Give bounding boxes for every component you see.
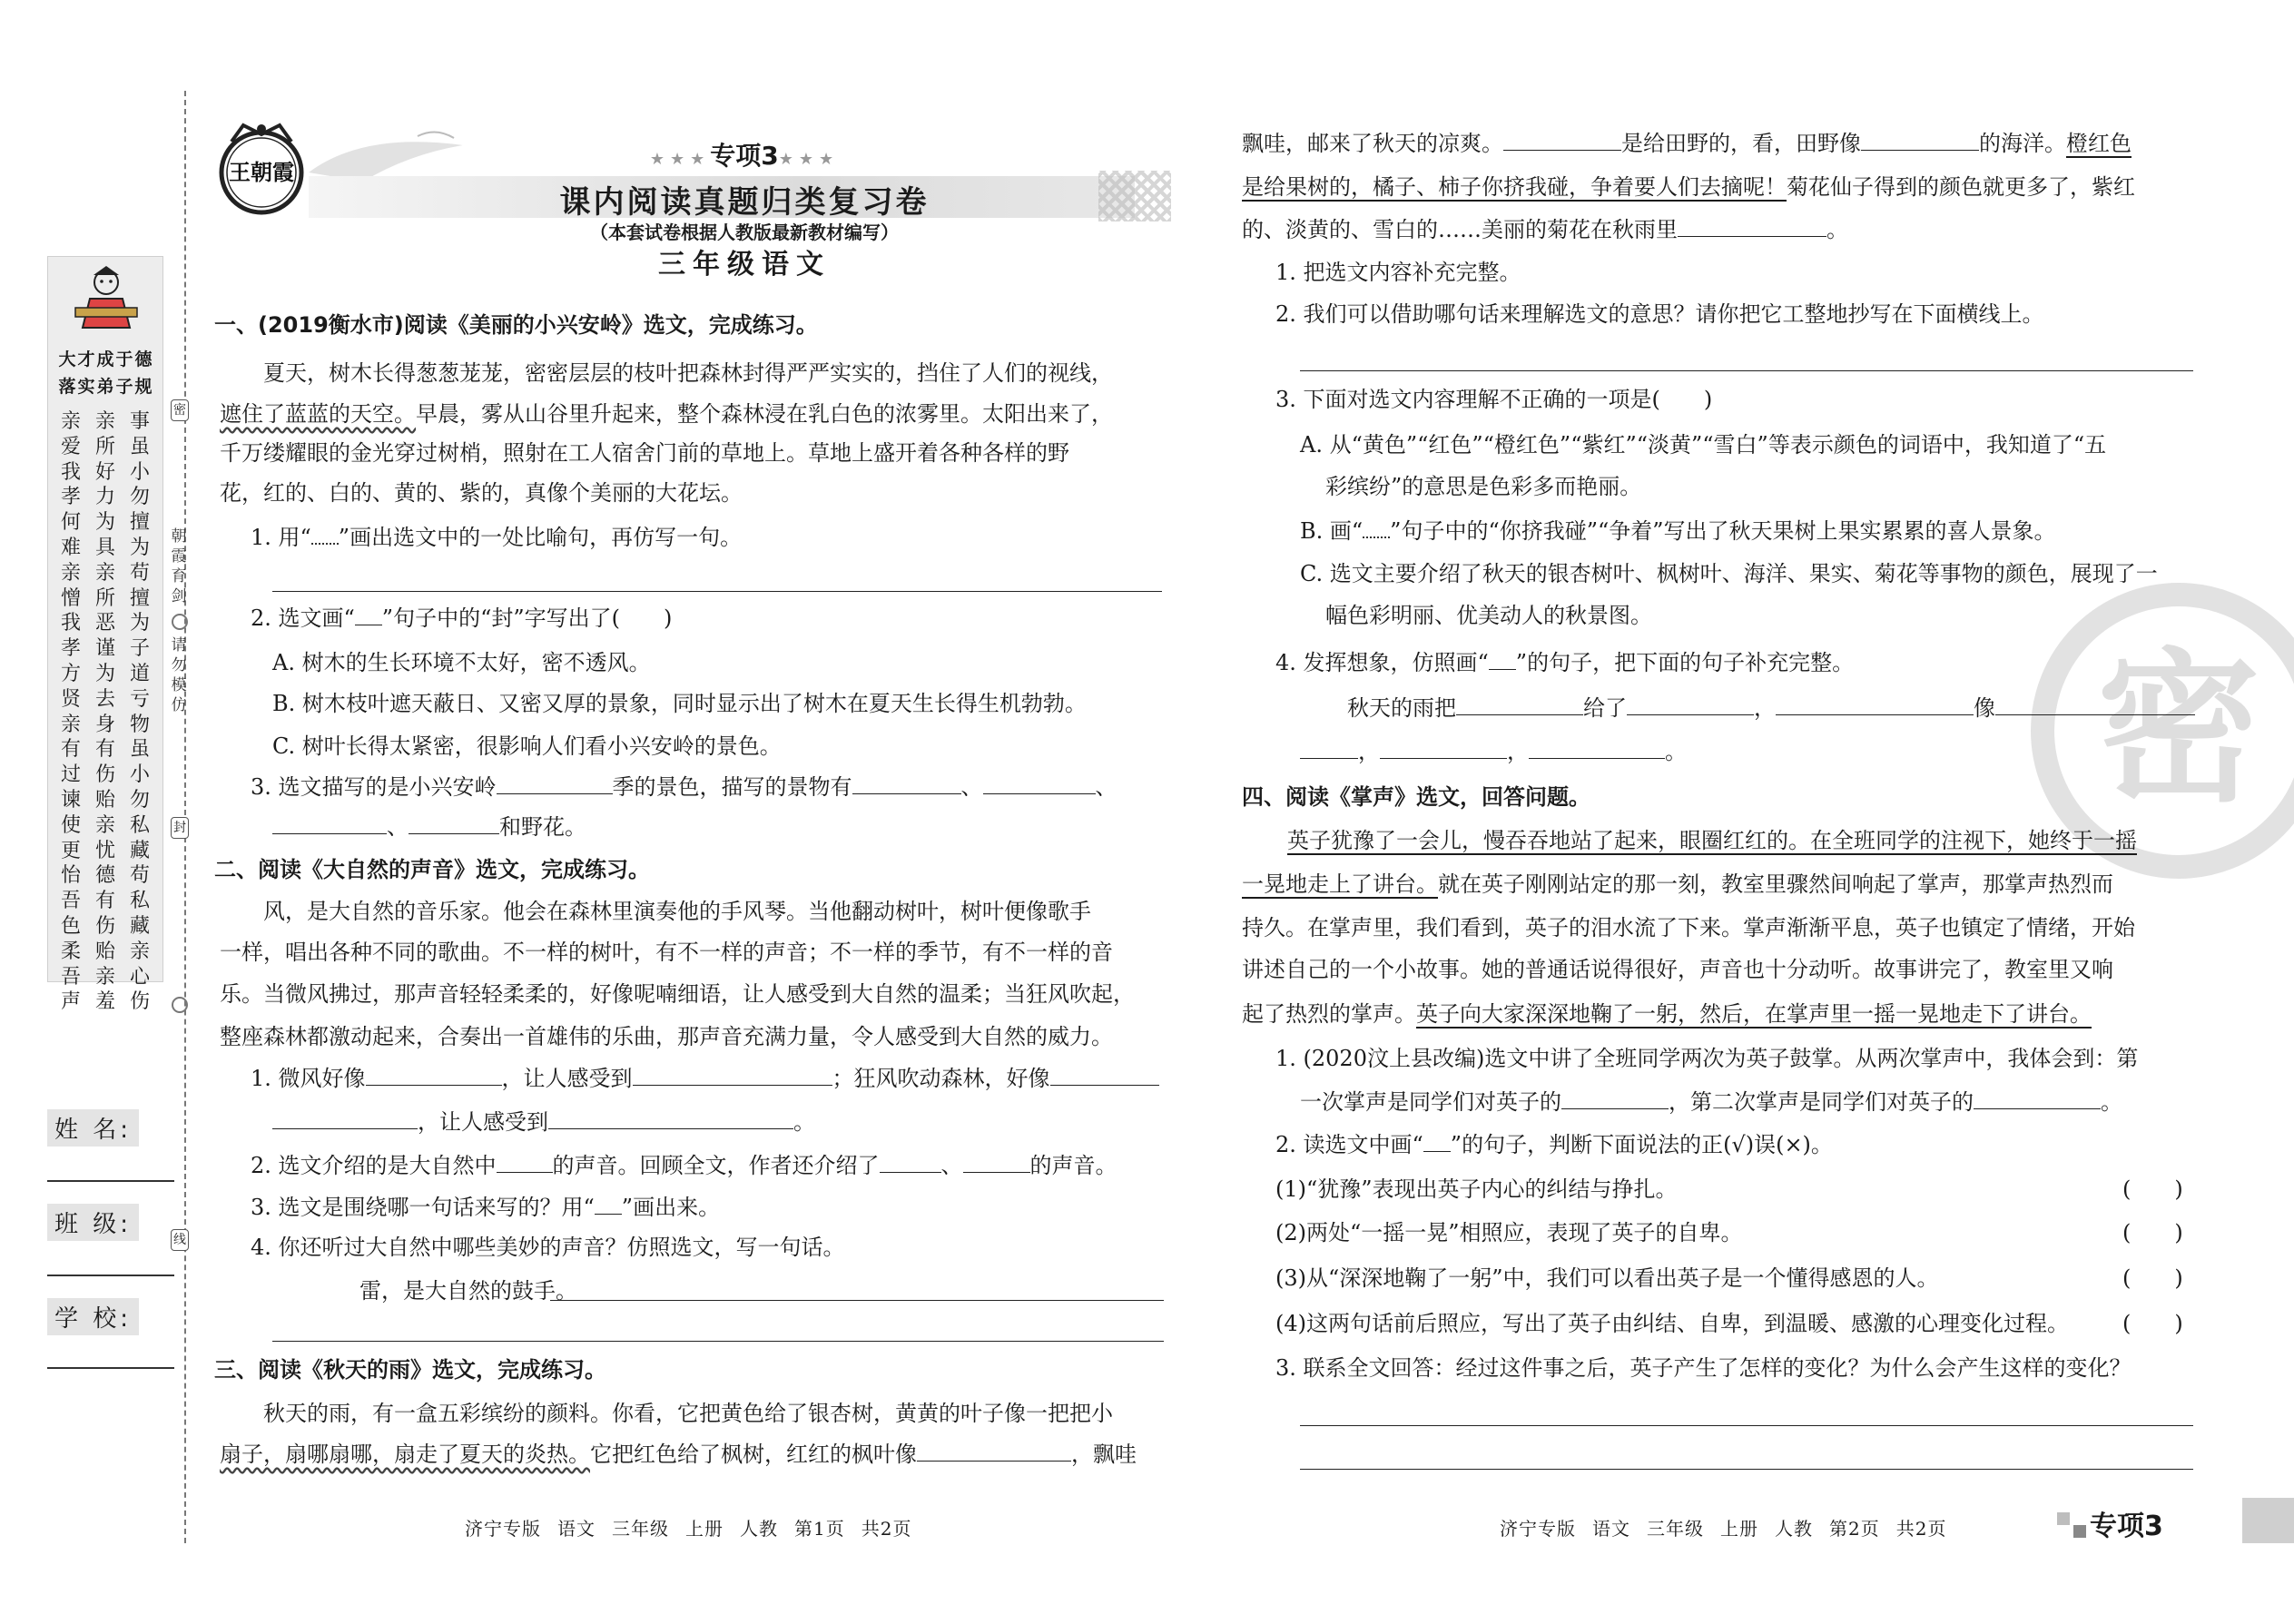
brand-logo bbox=[212, 118, 311, 218]
poem-char: 擅 bbox=[129, 511, 150, 535]
poem-char: 力 bbox=[94, 486, 115, 509]
poem-char: 所 bbox=[94, 435, 115, 458]
answer-line[interactable] bbox=[272, 591, 1162, 592]
side-text-a bbox=[167, 527, 191, 606]
section-3-heading: 三、阅读《秋天的雨》选文，完成练习。 bbox=[214, 1357, 606, 1383]
poem-char: 所 bbox=[94, 586, 115, 610]
question-4-1: 1. (2020汶上县改编)选文中讲了全班同学两次为英子鼓掌。从两次掌声中，我体会到：第 bbox=[1275, 1046, 2139, 1071]
question-1-2: 2. 选文画“ ”句子中的“封”字写出了( ) bbox=[251, 605, 673, 631]
poem-char: 贻 bbox=[94, 788, 115, 812]
poem-char: 忧 bbox=[94, 839, 115, 862]
name-label: 姓 名: bbox=[47, 1109, 139, 1147]
poem-char: 好 bbox=[94, 460, 115, 484]
footer-right: 济宁专版 语文 三年级 上册 人教 第2页 共2页 bbox=[1500, 1518, 1947, 1540]
passage-2-line: 一样，唱出各种不同的歌曲。不一样的树叶，有不一样的声音；不一样的季节，有不一样的音 bbox=[220, 940, 1113, 965]
passage-3-line: 的、淡黄的、雪白的……美丽的菊花在秋雨里 。 bbox=[1242, 217, 1848, 242]
side-text-b bbox=[167, 635, 191, 715]
option-a[interactable]: A. 从“黄色”“红色”“橙红色”“紫红”“淡黄”“雪白”等表示颜色的词语中，我知道了“五 bbox=[1300, 432, 2107, 458]
corner-band bbox=[2242, 1498, 2294, 1543]
poem-char: 苟 bbox=[129, 864, 150, 888]
judgement-2-answer[interactable]: ( ) bbox=[2122, 1220, 2183, 1245]
poem-char: 谨 bbox=[94, 637, 115, 661]
section-1-heading: 一、(2019衡水市)阅读《美丽的小兴安岭》选文，完成练习。 bbox=[214, 312, 818, 338]
binding-ring bbox=[172, 997, 188, 1013]
passage-1-line: 夏天，树木长得葱葱茏茏，密密层层的枝叶把森林封得严严实实的，挡住了人们的视线， bbox=[263, 360, 1113, 386]
poem-char: 物 bbox=[129, 713, 150, 736]
poem-char: 羞 bbox=[94, 990, 115, 1014]
poem-char: 我 bbox=[60, 460, 81, 484]
side-char: 请 bbox=[171, 636, 187, 655]
poem-char: 亲 bbox=[94, 410, 115, 433]
poem-char: 苟 bbox=[129, 561, 150, 585]
poem-char: 为 bbox=[94, 511, 115, 535]
binding-ring bbox=[172, 614, 188, 630]
judgement-4: (4)这两句话前后照应，写出了英子由纠结、自卑，到温暖、感激的心理变化过程。 bbox=[1275, 1311, 2069, 1336]
poem-char: 伤 bbox=[129, 990, 150, 1014]
question-1-3-cont: 、 和野花。 bbox=[272, 811, 586, 843]
poem-char: 恶 bbox=[94, 612, 115, 635]
question-4-3: 3. 联系全文回答：经过这件事之后，英子产生了怎样的变化？为什么会产生这样的变化？ bbox=[1275, 1355, 2132, 1381]
side-char: 朝 bbox=[171, 527, 187, 546]
poem-char: 声 bbox=[60, 990, 81, 1014]
poem-char: 更 bbox=[60, 839, 81, 862]
option-c-cont: 幅色彩明丽、优美动人的秋景图。 bbox=[1325, 603, 1652, 628]
option-c[interactable]: C. 树叶长得太紧密，很影响人们看小兴安岭的景色。 bbox=[272, 733, 782, 759]
passage-4-line: 起了热烈的掌声。英子向大家深深地鞠了一躬，然后，在掌声里一摇一晃地走下了讲台。 bbox=[1242, 1001, 2092, 1027]
poem-char: 虽 bbox=[129, 435, 150, 458]
poem-char: 谏 bbox=[60, 788, 81, 812]
passage-2-line: 风，是大自然的音乐家。他会在森林里演奏他的手风琴。当他翻动树叶，树叶便像歌手 bbox=[263, 899, 1091, 924]
seal-mark-mi: 密 bbox=[171, 399, 189, 421]
poem-char: 私 bbox=[129, 813, 150, 837]
side-char: 勿 bbox=[171, 656, 187, 674]
motto-heading: 大才成于德 落实弟子规 bbox=[58, 349, 154, 397]
poem-char: 孝 bbox=[60, 486, 81, 509]
question-3-3: 3. 下面对选文内容理解不正确的一项是( ) bbox=[1275, 387, 1713, 412]
name-field[interactable] bbox=[47, 1109, 174, 1147]
poem-char: 贻 bbox=[94, 940, 115, 963]
motto-panel bbox=[47, 256, 163, 1014]
seal-mark-xian: 线 bbox=[171, 1229, 189, 1251]
judgement-4-answer[interactable]: ( ) bbox=[2122, 1311, 2183, 1336]
school-line[interactable] bbox=[47, 1367, 174, 1369]
svg-text:王朝霞: 王朝霞 bbox=[229, 160, 294, 185]
class-field[interactable] bbox=[47, 1204, 174, 1241]
school-field[interactable] bbox=[47, 1298, 174, 1335]
poem-column-2 bbox=[90, 409, 121, 1015]
poem-char: 心 bbox=[129, 965, 150, 989]
question-4-1-cont: 一次掌声是同学们对英子的 ，第二次掌声是同学们对英子的 。 bbox=[1300, 1089, 2122, 1115]
poem-char: 孝 bbox=[60, 637, 81, 661]
option-c[interactable]: C. 选文主要介绍了秋天的银杏树叶、枫树叶、海洋、果实、菊花等事物的颜色，展现了一 bbox=[1300, 561, 2158, 586]
question-2-2: 2. 选文介绍的是大自然中 的声音。回顾全文，作者还介绍了 、 的声音。 bbox=[251, 1153, 1117, 1178]
option-b[interactable]: B. 树木枝叶遮天蔽日、又密又厚的景象，同时显示出了树木在夏天生长得生机勃勃。 bbox=[272, 691, 1087, 716]
poem-char: 亲 bbox=[129, 940, 150, 963]
poem-column-3 bbox=[55, 409, 86, 1015]
poem-char: 亲 bbox=[60, 410, 81, 433]
poem-char: 勿 bbox=[129, 788, 150, 812]
scholar-figure-icon bbox=[66, 262, 146, 330]
ribbon-pattern bbox=[1098, 171, 1171, 221]
corner-square bbox=[2073, 1525, 2086, 1538]
passage-1-line: 遮住了蓝蓝的天空。早晨，雾从山谷里升起来，整个森林浸在乳白色的浓雾里。太阳出来了， bbox=[220, 401, 1113, 427]
judgement-1: (1)“犹豫”表现出英子内心的纠结与挣扎。 bbox=[1275, 1176, 1678, 1202]
side-char: 剑 bbox=[171, 587, 187, 605]
passage-4-line: 持久。在掌声里，我们看到，英子的泪水流了下来。掌声渐渐平息，英子也镇定了情绪，开始 bbox=[1242, 915, 2135, 940]
poem-char: 为 bbox=[129, 536, 150, 559]
judgement-2: (2)两处“一摇一晃”相照应，表现了英子的自卑。 bbox=[1275, 1220, 1743, 1245]
passage-3-line: 秋天的雨，有一盒五彩缤纷的颜料。你看，它把黄色给了银杏树，黄黄的叶子像一把把小 bbox=[263, 1401, 1113, 1426]
poem-char: 有 bbox=[94, 890, 115, 913]
series-label: ★★★专项3★★★ bbox=[649, 141, 840, 171]
motto-poem bbox=[55, 409, 157, 1014]
poem-char: 亏 bbox=[129, 687, 150, 711]
poem-char: 亲 bbox=[60, 713, 81, 736]
answer-line[interactable] bbox=[550, 1300, 1164, 1301]
answer-line[interactable] bbox=[1300, 1469, 2193, 1470]
poem-char: 使 bbox=[60, 813, 81, 837]
poem-char: 我 bbox=[60, 612, 81, 635]
poem-char: 亲 bbox=[94, 813, 115, 837]
passage-1-line: 花，红的、白的、黄的、紫的，真像个美丽的大花坛。 bbox=[220, 480, 743, 506]
paper-title: 课内阅读真题归类复习卷 bbox=[559, 184, 930, 221]
answer-line[interactable] bbox=[1300, 370, 2193, 371]
question-3-4-fill: ， ， 。 bbox=[1300, 735, 1687, 768]
svg-text:密: 密 bbox=[2096, 635, 2261, 824]
poem-char: 小 bbox=[129, 763, 150, 787]
name-line[interactable] bbox=[47, 1180, 174, 1182]
class-label: 班 级: bbox=[47, 1204, 139, 1241]
poem-char: 吾 bbox=[60, 965, 81, 989]
side-char: 模 bbox=[171, 676, 187, 694]
poem-char: 过 bbox=[60, 763, 81, 787]
poem-char: 虽 bbox=[129, 738, 150, 762]
poem-char: 为 bbox=[94, 662, 115, 685]
question-3-4-fill: 秋天的雨把 给了 ， 像 bbox=[1347, 692, 2195, 724]
question-3-4: 4. 发挥想象，仿照画“ ”的句子，把下面的句子补充完整。 bbox=[1275, 650, 1855, 675]
poem-char: 怡 bbox=[60, 864, 81, 888]
poem-char: 贤 bbox=[60, 687, 81, 711]
question-2-1-cont: ，让人感受到 。 bbox=[272, 1106, 815, 1138]
poem-char: 柔 bbox=[60, 940, 81, 963]
poem-char: 子 bbox=[129, 637, 150, 661]
poem-char: 爱 bbox=[60, 435, 81, 458]
judgement-1-answer[interactable]: ( ) bbox=[2122, 1176, 2183, 1202]
poem-char: 擅 bbox=[129, 586, 150, 610]
corner-series-tab: 专项3 bbox=[2090, 1511, 2163, 1542]
section-2-heading: 二、阅读《大自然的声音》选文，完成练习。 bbox=[214, 857, 650, 882]
poem-char: 德 bbox=[94, 864, 115, 888]
passage-3-line: 飘哇，邮来了秋天的凉爽。 是给田野的，看，田野像 的海洋。橙红色 bbox=[1242, 131, 2132, 156]
poem-char: 何 bbox=[60, 511, 81, 535]
corner-square bbox=[2057, 1512, 2070, 1525]
question-2-3: 3. 选文是围绕哪一句话来写的？用“ ”画出来。 bbox=[251, 1195, 721, 1220]
class-line[interactable] bbox=[47, 1275, 174, 1276]
option-a-cont: 彩缤纷”的意思是色彩多而艳丽。 bbox=[1325, 474, 1642, 499]
passage-4-line: 讲述自己的一个小故事。她的普通话说得很好，声音也十分动听。故事讲完了，教室里又响 bbox=[1242, 957, 2113, 982]
passage-2-line: 乐。当微风拂过，那声音轻轻柔柔的，好像呢喃细语，让人感受到大自然的温柔；当狂风吹起， bbox=[220, 981, 1135, 1007]
poem-char: 具 bbox=[94, 536, 115, 559]
side-char: 霞 bbox=[171, 547, 187, 566]
poem-char: 憎 bbox=[60, 586, 81, 610]
question-4-2: 2. 读选文中画“ ”的句子，判断下面说法的正(√)误(×)。 bbox=[1275, 1132, 1833, 1157]
judgement-3: (3)从“深深地鞠了一躬”中，我们可以看出英子是一个懂得感恩的人。 bbox=[1275, 1265, 1939, 1291]
question-1-3: 3. 选文描写的是小兴安岭 季的景色，描写的景物有 、 、 bbox=[251, 774, 1117, 800]
seal-mark-feng: 封 bbox=[171, 817, 189, 839]
poem-char: 小 bbox=[129, 460, 150, 484]
poem-char: 亲 bbox=[94, 965, 115, 989]
question-1-1: 1. 用“ ”画出选文中的一处比喻句，再仿写一句。 bbox=[251, 525, 743, 550]
poem-char: 为 bbox=[129, 612, 150, 635]
poem-char: 藏 bbox=[129, 914, 150, 938]
poem-char: 吾 bbox=[60, 890, 81, 913]
judgement-3-answer[interactable]: ( ) bbox=[2122, 1265, 2183, 1291]
poem-char: 身 bbox=[94, 713, 115, 736]
poem-char: 伤 bbox=[94, 914, 115, 938]
option-a[interactable]: A. 树木的生长环境不太好，密不透风。 bbox=[272, 650, 651, 675]
question-3-2: 2. 我们可以借助哪句话来理解选文的意思？请你把它工整地抄写在下面横线上。 bbox=[1275, 301, 2044, 327]
option-b[interactable]: B. 画“ ”句子中的“你挤我碰”“争着”写出了秋天果树上果实累累的喜人景象。 bbox=[1300, 518, 2056, 544]
sample-sentence: 雷，是大自然的鼓手。 bbox=[359, 1278, 577, 1304]
ribbon-wing-icon bbox=[309, 127, 463, 182]
passage-1-line: 千万缕耀眼的金光穿过树梢，照射在工人宿舍门前的草地上。草地上盛开着各种各样的野 bbox=[220, 440, 1069, 466]
poem-char: 难 bbox=[60, 536, 81, 559]
poem-char: 藏 bbox=[129, 839, 150, 862]
section-4-heading: 四、阅读《掌声》选文，回答问题。 bbox=[1242, 784, 1590, 810]
school-label: 学 校: bbox=[47, 1298, 139, 1335]
question-2-1: 1. 微风好像 ，让人感受到 ；狂风吹动森林，好像 bbox=[251, 1062, 1159, 1095]
passage-4-line: 一晃地走上了讲台。就在英子刚刚站定的那一刻，教室里骤然间响起了掌声，那掌声热烈而 bbox=[1242, 871, 2113, 897]
passage-2-line: 整座森林都激动起来，合奏出一首雄伟的乐曲，那声音充满力量，令人感受到大自然的威力。 bbox=[220, 1024, 1113, 1049]
poem-char: 亲 bbox=[60, 561, 81, 585]
passage-3-line: 扇子，扇哪扇哪，扇走了夏天的炎热。它把红色给了枫树，红红的枫叶像 ，飘哇 bbox=[220, 1442, 1137, 1467]
poem-char: 私 bbox=[129, 890, 150, 913]
paper-grade: 三年级语文 bbox=[658, 249, 831, 281]
poem-char: 方 bbox=[60, 662, 81, 685]
poem-char: 去 bbox=[94, 687, 115, 711]
poem-char: 道 bbox=[129, 662, 150, 685]
poem-char: 有 bbox=[60, 738, 81, 762]
poem-char: 色 bbox=[60, 914, 81, 938]
poem-char: 有 bbox=[94, 738, 115, 762]
footer-left: 济宁专版 语文 三年级 上册 人教 第1页 共2页 bbox=[465, 1518, 912, 1540]
question-2-4: 4. 你还听过大自然中哪些美妙的声音？仿照选文，写一句话。 bbox=[251, 1235, 845, 1260]
answer-line[interactable] bbox=[1300, 1425, 2193, 1426]
passage-4-line: 英子犹豫了一会儿，慢吞吞地站了起来，眼圈红红的。在全班同学的注视下，她终于一摇 bbox=[1287, 828, 2137, 853]
poem-char: 勿 bbox=[129, 486, 150, 509]
question-3-1: 1. 把选文内容补充完整。 bbox=[1275, 260, 1521, 285]
poem-char: 伤 bbox=[94, 763, 115, 787]
side-char: 育 bbox=[171, 567, 187, 586]
answer-line[interactable] bbox=[272, 1341, 1164, 1342]
passage-3-line: 是给果树的，橘子、柿子你挤我碰，争着要人们去摘呢！菊花仙子得到的颜色就更多了，紫红 bbox=[1242, 174, 2135, 200]
paper-subtitle: （本套试卷根据人教版最新教材编写） bbox=[590, 221, 899, 243]
side-char: 仿 bbox=[171, 696, 187, 714]
poem-column-1 bbox=[124, 409, 155, 1015]
poem-char: 亲 bbox=[94, 561, 115, 585]
poem-char: 事 bbox=[129, 410, 150, 433]
